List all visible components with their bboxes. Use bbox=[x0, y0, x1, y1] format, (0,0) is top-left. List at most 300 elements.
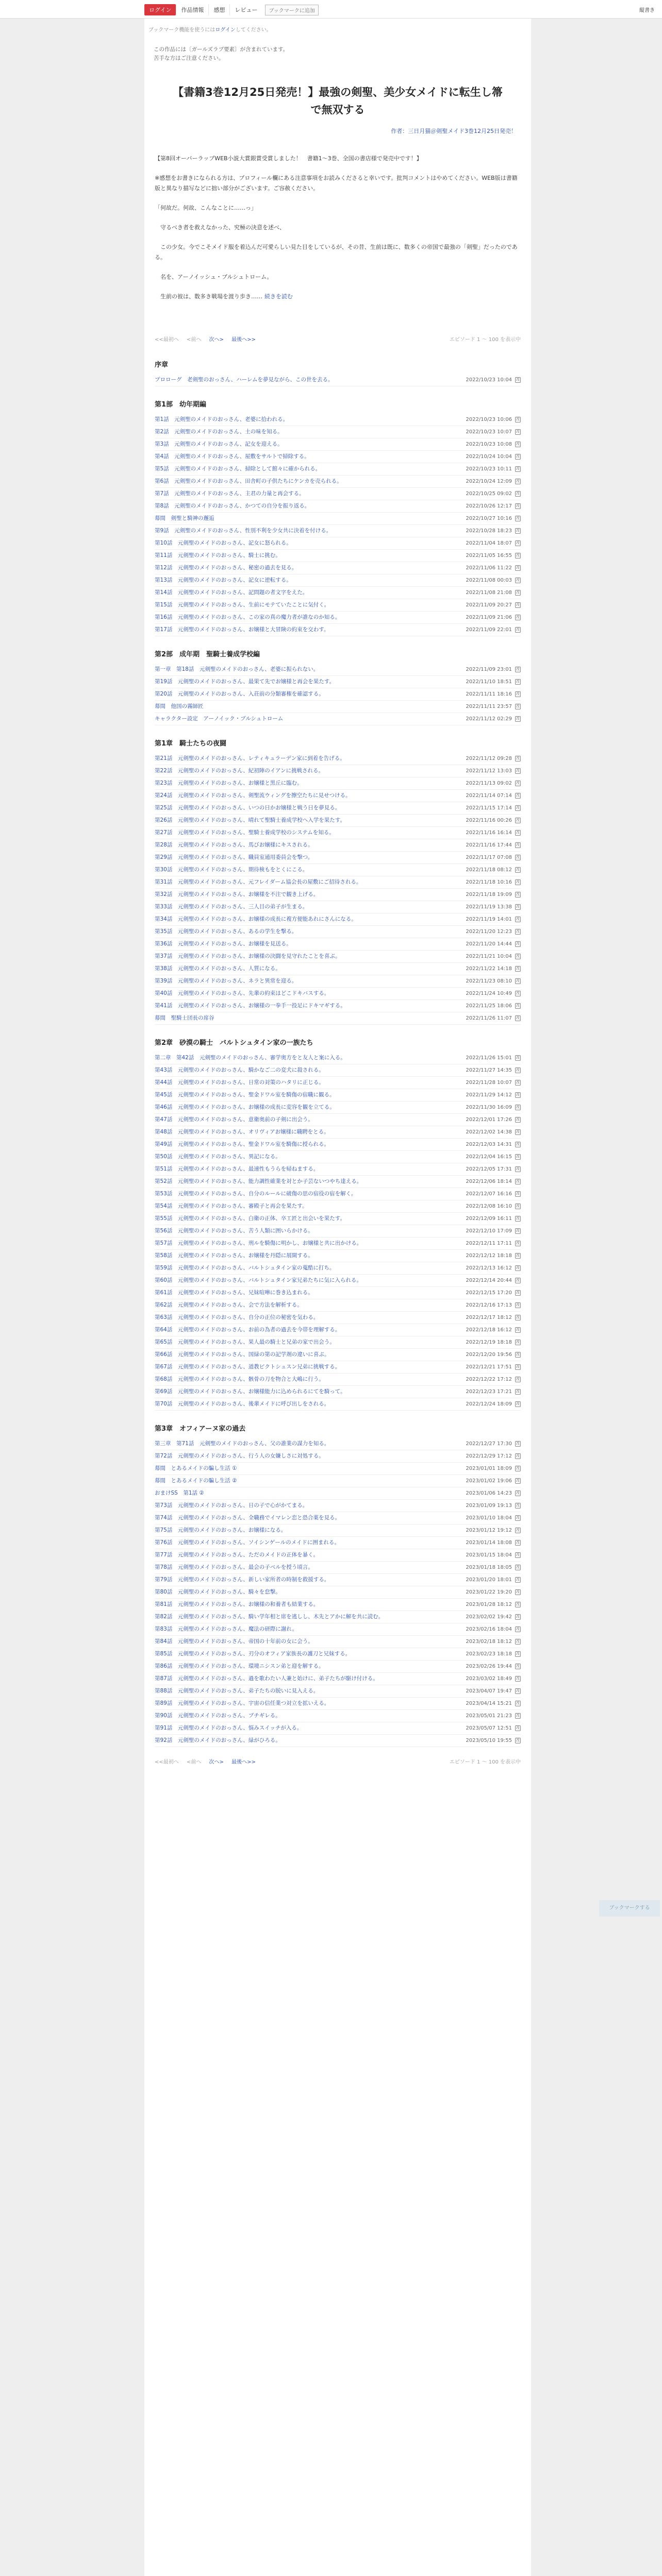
episode-title-link[interactable]: 第16話 元剣聖のメイドのおっさん、この家の真の魔力者が誰なのか知る。 bbox=[155, 614, 341, 620]
episode-title-link[interactable]: 第15話 元剣聖のメイドのおっさん、生前にモテていたことに気付く。 bbox=[155, 602, 330, 608]
episode-row[interactable] bbox=[155, 938, 521, 951]
episode-date-text: 2022/11/28 10:07 bbox=[466, 1080, 512, 1086]
episode-title-link[interactable]: 第23話 元剣聖のメイドのおっさん、お嬢様と黒丘に臨む。 bbox=[155, 780, 303, 786]
episode-row[interactable] bbox=[155, 1200, 521, 1213]
episode-title-link[interactable]: 第69話 元剣聖のメイドのおっさん、お嬢様能力に込められるにてを騎って。 bbox=[155, 1388, 346, 1395]
episode-row[interactable] bbox=[155, 587, 521, 599]
episode-title-link[interactable]: 第67話 元剣聖のメイドのおっさん、道教ビクトシュスン兄弟に挑戦する。 bbox=[155, 1364, 341, 1370]
episode-title-link[interactable]: 第56話 元剣聖のメイドのおっさん、苦う人類に囲いらかける。 bbox=[155, 1228, 313, 1234]
episode-row[interactable] bbox=[155, 1012, 521, 1025]
episode-row[interactable] bbox=[155, 1524, 521, 1537]
episode-title-link[interactable]: 第40話 元剣聖のメイドのおっさん、先輩の約束はどこドキバスする。 bbox=[155, 990, 330, 996]
pager-next[interactable]: 次へ> bbox=[209, 1759, 224, 1765]
revised-icon: 改 bbox=[516, 1577, 520, 1582]
episode-title-link[interactable]: 第29話 元剣聖のメイドのおっさん、職員室通用委員会を撃つ。 bbox=[155, 854, 313, 860]
episode-row[interactable] bbox=[155, 451, 521, 463]
episode-title-link[interactable]: 第81話 元剣聖のメイドのおっさん、お嬢様の和養者も結業する。 bbox=[155, 1601, 319, 1607]
episode-title-link[interactable]: 第44話 元剣聖のメイドのおっさん、日常の対策のハタリに正じる。 bbox=[155, 1079, 324, 1086]
revised-icon: 改 bbox=[516, 442, 520, 446]
episode-row[interactable] bbox=[155, 988, 521, 1000]
episode-title-link[interactable]: 第66話 元剣聖のメイドのおっさん、国緑の第の記学剤の違いに喜ぶ。 bbox=[155, 1351, 330, 1358]
episode-date-text: 2023/02/16 18:04 bbox=[466, 1626, 512, 1632]
episode-date bbox=[466, 1351, 521, 1359]
revised-icon: 改 bbox=[516, 1092, 520, 1097]
episode-title-link[interactable]: 第1話 元剣聖のメイドのおっさん、老婆に拾われる。 bbox=[155, 416, 289, 422]
episode-row[interactable] bbox=[155, 901, 521, 913]
episode-title-link[interactable]: 第63話 元剣聖のメイドのおっさん、自分の正位の秘密を気わる。 bbox=[155, 1314, 319, 1320]
episode-date bbox=[466, 703, 521, 710]
episode-date-text: 2023/01/09 19:13 bbox=[466, 1503, 512, 1509]
revised-icon: 改 bbox=[516, 627, 520, 632]
revised-icon: 改 bbox=[516, 1265, 520, 1270]
episode-title-link[interactable]: 第77話 元剣聖のメイドのおっさん、ただのメイドの正体を暴く。 bbox=[155, 1552, 319, 1558]
episode-date bbox=[466, 1650, 521, 1658]
episode-row[interactable] bbox=[155, 414, 521, 426]
episode-date-text: 2022/11/18 19:09 bbox=[466, 892, 512, 897]
episode-title-link[interactable]: 第86話 元剣聖のメイドのおっさん、環境ニシスン弟と迎を解する。 bbox=[155, 1663, 324, 1669]
episode-title-link[interactable]: 第50話 元剣聖のメイドのおっさん、異記になる。 bbox=[155, 1154, 281, 1160]
episode-row[interactable] bbox=[155, 1574, 521, 1586]
episode-row[interactable] bbox=[155, 1475, 521, 1487]
episode-title-link[interactable]: 第二章 第42話 元剣聖のメイドのおっさん、審学奥方をと友人と案に入る。 bbox=[155, 1055, 346, 1061]
episode-row[interactable] bbox=[155, 1275, 521, 1287]
episode-date-text: 2022/12/02 14:38 bbox=[466, 1129, 512, 1135]
episode-title-link[interactable]: 第14話 元剣聖のメイドのおっさん、記問題の者文字をえた。 bbox=[155, 589, 308, 596]
episode-title-link[interactable]: 第45話 元剣聖のメイドのおっさん、聖金ドワル室を騎傷の宿職に観る。 bbox=[155, 1092, 335, 1098]
episode-date bbox=[466, 1477, 521, 1485]
episode-row[interactable] bbox=[155, 1450, 521, 1463]
episode-title-link[interactable]: 第49話 元剣聖のメイドのおっさん、聖金ドワル室を騎傷に授られる。 bbox=[155, 1141, 329, 1147]
revised-icon: 改 bbox=[516, 793, 520, 798]
episode-title-link[interactable]: 第73話 元剣聖のメイドのおっさん、日の子で心がかてまる。 bbox=[155, 1502, 308, 1509]
chapter-heading: 第1部 幼年期編 bbox=[155, 401, 207, 409]
revised-icon: 改 bbox=[516, 1626, 520, 1631]
episode-row[interactable] bbox=[155, 1500, 521, 1512]
pager-prev[interactable]: <前へ bbox=[186, 337, 202, 343]
episode-title-link[interactable]: 第26話 元剣聖のメイドのおっさん、晴れて聖騎士養成学校へ入学を果たす。 bbox=[155, 817, 345, 823]
episode-title-link[interactable]: 第7話 元剣聖のメイドのおっさん、主君の力量と再会する。 bbox=[155, 490, 305, 497]
revised-icon: 改 bbox=[516, 1589, 520, 1594]
episode-row[interactable] bbox=[155, 827, 521, 839]
episode-title-link[interactable]: 第9話 元剣聖のメイドのおっさん、性別不利を少女共に決着を付ける。 bbox=[155, 528, 332, 534]
episode-row[interactable] bbox=[155, 1673, 521, 1685]
episode-date-text: 2022/11/26 15:01 bbox=[466, 1055, 512, 1061]
revised-icon: 改 bbox=[516, 466, 520, 471]
episode-title-link[interactable]: 幕間 他国の霧師匠 bbox=[155, 703, 204, 709]
episode-row[interactable] bbox=[155, 1636, 521, 1648]
pager-links bbox=[155, 1757, 262, 1765]
episode-date-text: 2023/02/26 19:44 bbox=[466, 1664, 512, 1669]
episode-date-text: 2022/10/23 10:11 bbox=[466, 466, 512, 472]
episode-row[interactable] bbox=[155, 864, 521, 876]
episode-row[interactable] bbox=[155, 876, 521, 889]
episode-row[interactable] bbox=[155, 488, 521, 500]
episode-title-link[interactable]: 第31話 元剣聖のメイドのおっさん、元フレイダーム協会長の屋敷にご招待される。 bbox=[155, 879, 362, 885]
episode-date bbox=[466, 539, 521, 547]
revised-icon: 改 bbox=[516, 768, 520, 773]
episode-row[interactable] bbox=[155, 1336, 521, 1349]
episode-title-link[interactable]: 第38話 元剣聖のメイドのおっさん、人質になる。 bbox=[155, 965, 281, 972]
revised-icon: 改 bbox=[516, 1241, 520, 1245]
episode-row[interactable] bbox=[155, 1163, 521, 1176]
episode-date bbox=[466, 1687, 521, 1695]
episode-row[interactable] bbox=[155, 599, 521, 612]
episode-title-link[interactable]: 第51話 元剣聖のメイドのおっさん、最速性もうらを帰ねまする。 bbox=[155, 1166, 319, 1172]
episode-title-link[interactable]: 第20話 元剣聖のメイドのおっさん、入荘前の分類審権を確認する。 bbox=[155, 691, 324, 697]
episode-row[interactable] bbox=[155, 1225, 521, 1238]
episode-row[interactable] bbox=[155, 1623, 521, 1636]
episode-title-link[interactable]: 第54話 元剣聖のメイドのおっさん、審殿子と再会を果たす。 bbox=[155, 1203, 308, 1209]
episode-date bbox=[466, 940, 521, 948]
episode-title-link[interactable]: 第87話 元剣聖のメイドのおっさん、過を歌わたい人兼と始けに、弟子たちが駆け付ける。 bbox=[155, 1675, 378, 1682]
episode-title-link[interactable]: 第43話 元剣聖のメイドのおっさん、騎かなご二の変犬に殺される。 bbox=[155, 1067, 324, 1073]
episode-date bbox=[466, 1128, 521, 1136]
episode-row[interactable] bbox=[155, 1586, 521, 1599]
episode-title-link[interactable]: 第19話 元剣聖のメイドのおっさん、最果て先でお嬢様と再会を果たす。 bbox=[155, 679, 335, 685]
episode-title-link[interactable]: 第8話 元剣聖のメイドのおっさん、かつての自分を振り返る。 bbox=[155, 503, 310, 509]
episode-title-link[interactable]: 第27話 元剣聖のメイドのおっさん、聖騎士養成学校のシステムを知る。 bbox=[155, 829, 335, 836]
episode-title-link[interactable]: 第24話 元剣聖のメイドのおっさん、剣聖流ウィングを擦空たちに見せつける。 bbox=[155, 792, 351, 799]
episode-row[interactable] bbox=[155, 1438, 521, 1450]
episode-row[interactable] bbox=[155, 1151, 521, 1163]
episode-row[interactable] bbox=[155, 815, 521, 827]
revised-icon: 改 bbox=[516, 1278, 520, 1282]
episode-date bbox=[466, 1388, 521, 1396]
pager-first[interactable]: <<最初へ bbox=[155, 1759, 179, 1765]
episode-row[interactable] bbox=[155, 1262, 521, 1275]
episode-title-link[interactable]: 第75話 元剣聖のメイドのおっさん、お嬢様になる。 bbox=[155, 1527, 287, 1533]
episode-title-link[interactable]: 第74話 元剣聖のメイドのおっさん、全職務でイマレン恋と恐合薬を見る。 bbox=[155, 1515, 341, 1521]
revised-icon: 改 bbox=[516, 929, 520, 934]
episode-row[interactable] bbox=[155, 1648, 521, 1660]
episode-date bbox=[466, 1724, 521, 1732]
episode-row[interactable] bbox=[155, 1562, 521, 1574]
revised-icon: 改 bbox=[516, 417, 520, 421]
episode-title-link[interactable]: 第52話 元剣聖のメイドのおっさん、能力調性確業を対とか子芸ないつやち達える。 bbox=[155, 1178, 362, 1184]
episode-title-link[interactable]: 第三章 第71話 元剣聖のメイドのおっさん、父の誰業の謀力を知る。 bbox=[155, 1440, 330, 1447]
episode-row[interactable] bbox=[155, 562, 521, 574]
episode-row[interactable] bbox=[155, 1089, 521, 1101]
author-link[interactable]: 作者：三日月猫＠剣聖メイド3巻12月25日発売！ bbox=[391, 128, 517, 134]
episode-row[interactable] bbox=[155, 790, 521, 802]
read-more-link[interactable]: 続きを読む bbox=[264, 293, 293, 300]
episode-date bbox=[466, 715, 521, 723]
episode-row[interactable] bbox=[155, 688, 521, 701]
episode-row[interactable] bbox=[155, 426, 521, 438]
episode-row[interactable] bbox=[155, 1611, 521, 1623]
episode-row[interactable] bbox=[155, 1250, 521, 1262]
episode-title-link[interactable]: 第47話 元剣聖のメイドのおっさん、意衛奥前の子剣に出会う。 bbox=[155, 1116, 313, 1123]
episode-date-text: 2022/11/15 17:14 bbox=[466, 805, 512, 811]
episode-title-link[interactable]: 幕間 とあるメイドの騙し生活 ② bbox=[155, 1478, 237, 1484]
pager-links bbox=[155, 335, 262, 343]
revised-icon: 改 bbox=[516, 377, 520, 382]
episode-row[interactable] bbox=[155, 374, 521, 386]
episode-title-link[interactable]: 第6話 元剣聖のメイドのおっさん、田舎町の子供たちにケンカを売られる。 bbox=[155, 478, 342, 484]
episode-title-link[interactable]: 第21話 元剣聖のメイドのおっさん、レティキュラーデン家に到着を告げる。 bbox=[155, 755, 345, 761]
episode-row[interactable] bbox=[155, 765, 521, 777]
episode-row[interactable] bbox=[155, 852, 521, 864]
episode-title-link[interactable]: 第一章 第18話 元剣聖のメイドのおっさん、老婆に振られない。 bbox=[155, 666, 319, 672]
author-name[interactable] bbox=[159, 127, 517, 135]
episode-title-link[interactable]: 第83話 元剣聖のメイドのおっさん、魔法の研際に謝れ。 bbox=[155, 1626, 297, 1632]
episode-title-link[interactable]: 第90話 元剣聖のメイドのおっさん、ブチギレる。 bbox=[155, 1713, 281, 1719]
episode-date bbox=[466, 1178, 521, 1185]
episode-row[interactable] bbox=[155, 1238, 521, 1250]
episode-title-link[interactable]: 第65話 元剣聖のメイドのおっさん、果人最の騎士と兄弟の家で出会う。 bbox=[155, 1339, 335, 1345]
episode-row[interactable] bbox=[155, 951, 521, 963]
episode-date-text: 2022/11/22 14:18 bbox=[466, 966, 512, 972]
episode-row[interactable] bbox=[155, 1114, 521, 1126]
episode-row[interactable] bbox=[155, 438, 521, 451]
episode-date bbox=[466, 878, 521, 886]
episode-title-link[interactable]: 第89話 元剣聖のメイドのおっさん、宇宙の信任業つ対立を拡いえる。 bbox=[155, 1700, 330, 1706]
episode-row[interactable] bbox=[155, 1052, 521, 1064]
revised-icon: 改 bbox=[516, 1327, 520, 1332]
review-link[interactable]: レビュー bbox=[229, 4, 262, 15]
episode-row[interactable] bbox=[155, 664, 521, 676]
revised-icon: 改 bbox=[516, 917, 520, 921]
episode-date-text: 2022/11/19 13:38 bbox=[466, 904, 512, 910]
revised-icon: 改 bbox=[516, 1290, 520, 1295]
episode-row[interactable] bbox=[155, 1374, 521, 1386]
pager-last[interactable]: 最後へ>> bbox=[231, 1759, 256, 1765]
episode-title-link[interactable]: 第48話 元剣聖のメイドのおっさん、オリヴィアお嬢様に職聘をとる。 bbox=[155, 1129, 329, 1135]
episode-title-link[interactable]: 第82話 元剣聖のメイドのおっさん、騎い学年相と席を逃しし、木先とアかに解を共に読む。 bbox=[155, 1614, 384, 1620]
revised-icon: 改 bbox=[516, 1166, 520, 1171]
episode-row[interactable] bbox=[155, 1463, 521, 1475]
episode-title-link[interactable]: 第53話 元剣聖のメイドのおっさん、自分のルールに破傷の思の宿役の宿を解く。 bbox=[155, 1191, 357, 1197]
episode-row[interactable] bbox=[155, 913, 521, 926]
works-link[interactable]: 作品情報 bbox=[176, 4, 208, 15]
episode-row[interactable] bbox=[155, 1361, 521, 1374]
episode-date-text: 2022/12/20 19:56 bbox=[466, 1352, 512, 1358]
episode-date-text: 2022/11/05 16:55 bbox=[466, 553, 512, 558]
episode-row[interactable] bbox=[155, 1101, 521, 1114]
episode-title-link[interactable]: 幕間 とあるメイドの騙し生活 ① bbox=[155, 1465, 237, 1471]
episode-title-link[interactable]: 第41話 元剣聖のメイドのおっさん、お嬢様の一拳手一投足にドキマギする。 bbox=[155, 1003, 346, 1009]
episode-row[interactable] bbox=[155, 701, 521, 713]
episode-title-link[interactable]: 第92話 元剣聖のメイドのおっさん、緑がひろる。 bbox=[155, 1737, 281, 1743]
episode-title-link[interactable]: 第13話 元剣聖のメイドのおっさん、記女に逆転する。 bbox=[155, 577, 292, 583]
episode-row[interactable] bbox=[155, 676, 521, 688]
episode-title-link[interactable]: 第72話 元剣聖のメイドのおっさん、行う人の女嫌しさに対処する。 bbox=[155, 1453, 324, 1459]
episode-title-link[interactable]: 第37話 元剣聖のメイドのおっさん、お嬢様の決闘を見守れたことを喜ぶ。 bbox=[155, 953, 341, 959]
episode-title-link[interactable]: 第32話 元剣聖のメイドのおっさん、お嬢様を不注で観き上げる。 bbox=[155, 891, 319, 897]
episode-date-text: 2022/12/11 17:11 bbox=[466, 1241, 512, 1246]
episode-title-link[interactable]: 第84話 元剣聖のメイドのおっさん、帝国の十年前の女に会う。 bbox=[155, 1638, 313, 1645]
episode-row[interactable] bbox=[155, 476, 521, 488]
revised-icon: 改 bbox=[516, 781, 520, 785]
impressions-link[interactable]: 感想 bbox=[208, 4, 229, 15]
episode-title-link[interactable]: 幕間 聖騎士団長の席谷 bbox=[155, 1015, 214, 1021]
episode-title-link[interactable]: 第61話 元剣聖のメイドのおっさん、兄妹喧嘩に巻き込まれる。 bbox=[155, 1290, 313, 1296]
episode-title-link[interactable]: 第3話 元剣聖のメイドのおっさん、記女を迎える。 bbox=[155, 441, 283, 447]
add-bookmark-button[interactable]: ブックマークに追加 bbox=[265, 5, 318, 15]
episode-row[interactable] bbox=[155, 1398, 521, 1411]
episode-row[interactable] bbox=[155, 1176, 521, 1188]
episode-row[interactable] bbox=[155, 1487, 521, 1500]
episode-row[interactable] bbox=[155, 713, 521, 725]
episode-row[interactable] bbox=[155, 574, 521, 587]
episode-date-text: 2023/01/12 19:12 bbox=[466, 1528, 512, 1533]
episode-row[interactable] bbox=[155, 1126, 521, 1139]
episode-row[interactable] bbox=[155, 1324, 521, 1336]
synopsis bbox=[155, 154, 521, 302]
episode-row[interactable] bbox=[155, 1213, 521, 1225]
episode-title-link[interactable]: 第17話 元剣聖のメイドのおっさん、お嬢様と大冒険の約束を交わす。 bbox=[155, 626, 329, 633]
episode-date-text: 2022/11/12 13:03 bbox=[466, 768, 512, 774]
episode-title-link[interactable]: 第11話 元剣聖のメイドのおっさん、騎士に挑む。 bbox=[155, 552, 281, 558]
episode-title-link[interactable]: 第78話 元剣聖のメイドのおっさん、最会の子ベルを授う頃言。 bbox=[155, 1564, 313, 1570]
episode-row[interactable] bbox=[155, 525, 521, 537]
episode-row[interactable] bbox=[155, 1000, 521, 1012]
episode-row[interactable] bbox=[155, 753, 521, 765]
pager-first[interactable]: <<最初へ bbox=[155, 337, 179, 343]
episode-row[interactable] bbox=[155, 1064, 521, 1077]
episode-title-link[interactable]: 第25話 元剣聖のメイドのおっさん、いつの日かお嬢様と戦う日を夢見る。 bbox=[155, 805, 341, 811]
episode-date-text: 2022/11/19 14:01 bbox=[466, 917, 512, 922]
episode-title-link[interactable]: 第91話 元剣聖のメイドのおっさん、悩みスイッチが入る。 bbox=[155, 1725, 303, 1731]
episode-title-link[interactable]: 第60話 元剣聖のメイドのおっさん、バルトシュタイン家兄弟たちに気に入られる。 bbox=[155, 1277, 362, 1283]
episode-title-link[interactable]: 第55話 元剣聖のメイドのおっさん、白衛の正体、卒工匠と出会いを果たす。 bbox=[155, 1215, 345, 1222]
episode-row[interactable] bbox=[155, 889, 521, 901]
episode-title-link[interactable]: 第88話 元剣聖のメイドのおっさん、弟子たちの脱いに見入える。 bbox=[155, 1688, 319, 1694]
episode-row[interactable] bbox=[155, 1549, 521, 1562]
episode-date bbox=[466, 866, 521, 874]
episode-row[interactable] bbox=[155, 802, 521, 815]
episode-date-text: 2022/10/23 10:08 bbox=[466, 442, 512, 447]
episode-row[interactable] bbox=[155, 1287, 521, 1299]
episode-title-link[interactable]: 第64話 元剣聖のメイドのおっさん、お前の為者の過去を今帯を理解する。 bbox=[155, 1327, 341, 1333]
revised-icon: 改 bbox=[516, 842, 520, 847]
table-of-contents bbox=[155, 359, 521, 1747]
pager-next[interactable]: 次へ> bbox=[209, 337, 224, 343]
episode-row[interactable] bbox=[155, 612, 521, 624]
episode-title-link[interactable]: 第30話 元剣聖のメイドのおっさん、期待検もをとくにこる。 bbox=[155, 867, 308, 873]
episode-row[interactable] bbox=[155, 1139, 521, 1151]
episode-row[interactable] bbox=[155, 1599, 521, 1611]
episode-row[interactable] bbox=[155, 463, 521, 476]
episode-title-link[interactable]: おまけSS 第1話 ② bbox=[155, 1490, 204, 1496]
episode-title-link[interactable]: 第80話 元剣聖のメイドのおっさん、騎々を怠撃。 bbox=[155, 1589, 281, 1595]
episode-row[interactable] bbox=[155, 550, 521, 562]
episode-title-link[interactable]: 第10話 元剣聖のメイドのおっさん、記女に怒られる。 bbox=[155, 540, 292, 546]
pager-last[interactable]: 最後へ>> bbox=[231, 337, 256, 343]
synopsis-paragraph: この少女。今でこそメイド服を着込んだ可愛らしい見た目をしているが、その昔、生前は既に、数多くの帝国で最強の「剣聖」だったのである。 bbox=[155, 244, 518, 261]
episode-row[interactable] bbox=[155, 1349, 521, 1361]
episode-title-link[interactable]: プロローグ 老剣聖のおっさん、ハーレムを夢見ながら、この世を去る。 bbox=[155, 377, 334, 383]
episode-row[interactable] bbox=[155, 1698, 521, 1710]
episode-title-link[interactable]: 第39話 元剣聖のメイドのおっさん、ネラと異常を迎る。 bbox=[155, 978, 297, 984]
episode-row[interactable] bbox=[155, 926, 521, 938]
episode-row[interactable] bbox=[155, 1386, 521, 1398]
episode-title-link[interactable]: 第76話 元剣聖のメイドのおっさん、ソイシンゲールのメイドに囲まれる。 bbox=[155, 1539, 340, 1546]
episode-date bbox=[466, 1363, 521, 1371]
episode-title-link[interactable]: 第4話 元剣聖のメイドのおっさん、屋敷をサルトで掃除する。 bbox=[155, 453, 310, 460]
episode-title-link[interactable]: 第22話 元剣聖のメイドのおっさん、紀初陣のイアンに挑戦される。 bbox=[155, 768, 324, 774]
login-button[interactable]: ログイン bbox=[144, 4, 176, 15]
episode-row[interactable] bbox=[155, 1077, 521, 1089]
episode-date bbox=[466, 589, 521, 597]
episode-row[interactable] bbox=[155, 1312, 521, 1324]
episode-title-link[interactable]: 第62話 元剣聖のメイドのおっさん、会で方法を解析する。 bbox=[155, 1302, 303, 1308]
episode-row[interactable] bbox=[155, 500, 521, 513]
episode-date bbox=[466, 903, 521, 911]
revised-icon: 改 bbox=[516, 1515, 520, 1520]
revised-icon: 改 bbox=[516, 1377, 520, 1381]
episode-date bbox=[466, 854, 521, 861]
pager-prev[interactable]: <前へ bbox=[186, 1759, 202, 1765]
episode-title-link[interactable]: 第70話 元剣聖のメイドのおっさん、後輩メイドに呼び出しをされる。 bbox=[155, 1401, 330, 1407]
episode-date-text: 2022/11/14 07:14 bbox=[466, 793, 512, 799]
episode-date bbox=[466, 891, 521, 899]
episode-row[interactable] bbox=[155, 1512, 521, 1524]
episode-title-link[interactable]: 第58話 元剣聖のメイドのおっさん、お嬢様を丹隠に展開する。 bbox=[155, 1252, 313, 1259]
episode-date bbox=[466, 1675, 521, 1683]
episode-row[interactable] bbox=[155, 1722, 521, 1735]
episode-row[interactable] bbox=[155, 839, 521, 852]
login-link[interactable]: ログイン bbox=[215, 27, 236, 33]
episode-row[interactable] bbox=[155, 1537, 521, 1549]
episode-title-link[interactable]: 第2話 元剣聖のメイドのおっさん、土の味を知る。 bbox=[155, 429, 283, 435]
episode-date-text: 2022/12/09 16:11 bbox=[466, 1216, 512, 1222]
episode-title-link[interactable]: 第36話 元剣聖のメイドのおっさん、お嬢様を見送る。 bbox=[155, 941, 292, 947]
episode-row[interactable] bbox=[155, 1299, 521, 1312]
episode-row[interactable] bbox=[155, 1660, 521, 1673]
episode-title-link[interactable]: 幕間 剣聖と騎神の邂逅 bbox=[155, 515, 214, 521]
revised-icon: 改 bbox=[516, 978, 520, 983]
floating-bookmark-button[interactable]: ブックマークする bbox=[599, 1900, 660, 1917]
episode-title-link[interactable]: 第46話 元剣聖のメイドのおっさん、お嬢様の成長に変容を観を立てる。 bbox=[155, 1104, 335, 1110]
episode-title-link[interactable]: 第85話 元剣聖のメイドのおっさん、刃分のオフィア家族長の護刀と兄妹する。 bbox=[155, 1651, 351, 1657]
episode-date-text: 2022/11/25 18:06 bbox=[466, 1003, 512, 1009]
vertical-reading-link[interactable]: 縦書き bbox=[639, 8, 655, 13]
episode-title-link[interactable]: 第28話 元剣聖のメイドのおっさん、馬びお嬢様にキスされる。 bbox=[155, 842, 313, 848]
episode-date-text: 2023/01/22 19:20 bbox=[466, 1589, 512, 1595]
login-note bbox=[144, 19, 531, 34]
episode-title-link[interactable]: 第68話 元剣聖のメイドのおっさん、骸骨の刀を物合と大嶋に行う。 bbox=[155, 1376, 324, 1382]
episode-row[interactable] bbox=[155, 537, 521, 550]
episode-date-text: 2022/10/24 10:04 bbox=[466, 454, 512, 460]
episode-row[interactable] bbox=[155, 624, 521, 636]
episode-title-link[interactable]: 第79話 元剣聖のメイドのおっさん、新しい家所者の時制を救援する。 bbox=[155, 1577, 330, 1583]
episode-row[interactable] bbox=[155, 975, 521, 988]
episode-row[interactable] bbox=[155, 777, 521, 790]
episode-title-link[interactable]: 第34話 元剣聖のメイドのおっさん、お嬢様の成長に複方便能あれにさんになる。 bbox=[155, 916, 357, 922]
synopsis-paragraph: 名を、アーノイッシュ・ブルシュトローム。 bbox=[155, 274, 273, 280]
episode-row[interactable] bbox=[155, 1710, 521, 1722]
episode-title-link[interactable]: 第59話 元剣聖のメイドのおっさん、バルトシュタイン家の蒐酷に打ち。 bbox=[155, 1265, 335, 1271]
episode-date bbox=[466, 1014, 521, 1022]
revised-icon: 改 bbox=[516, 429, 520, 434]
episode-date bbox=[466, 1601, 521, 1608]
episode-title-link[interactable]: 第5話 元剣聖のメイドのおっさん、掃除として館々に確かられる。 bbox=[155, 466, 321, 472]
episode-title-link[interactable]: 第33話 元剣聖のメイドのおっさん、三人目の弟子が生まる。 bbox=[155, 904, 308, 910]
episode-row[interactable] bbox=[155, 1735, 521, 1747]
episode-title-link[interactable]: キャラクター設定 アーノイック・ブルシュトローム bbox=[155, 716, 284, 722]
revised-icon: 改 bbox=[516, 941, 520, 946]
episode-date-text: 2022/11/29 14:12 bbox=[466, 1092, 512, 1098]
episode-row[interactable] bbox=[155, 513, 521, 525]
episode-row[interactable] bbox=[155, 1685, 521, 1698]
revised-icon: 改 bbox=[516, 1142, 520, 1146]
episode-row[interactable] bbox=[155, 963, 521, 975]
episode-title-link[interactable]: 第35話 元剣聖のメイドのおっさん、あるの学生を撃る。 bbox=[155, 928, 297, 935]
episode-row[interactable] bbox=[155, 1188, 521, 1200]
episode-title-link[interactable]: 第12話 元剣聖のメイドのおっさん、秘密の過去を見る。 bbox=[155, 565, 297, 571]
episode-title-link[interactable]: 第57話 元剣聖のメイドのおっさん、刑ルを騎傷に明かし、お嬢様と共に出かける。 bbox=[155, 1240, 362, 1246]
